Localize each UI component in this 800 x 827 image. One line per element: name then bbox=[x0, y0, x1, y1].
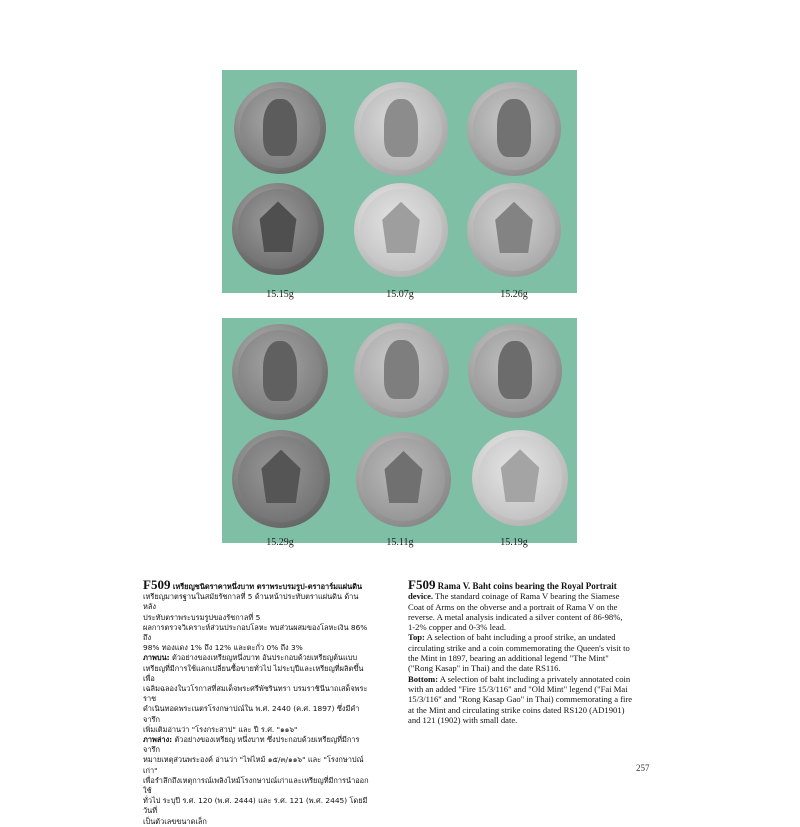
thai-line: หมายเหตุส่วนพระองค์ อ่านว่า "ไฟไหม้ ๑๕/๓/๑๑๖" และ "โรงกษาปณ์เก่า" bbox=[143, 755, 364, 775]
english-line: with an added "Fire 15/3/116" and "Old Mint" legend ("Fai Mai bbox=[408, 683, 628, 694]
coin-reverse-3 bbox=[467, 183, 561, 277]
english-line: A selection of baht including a privately annotated coin bbox=[438, 673, 631, 684]
coin-photo-panel-bottom bbox=[222, 318, 577, 543]
thai-line: เป็นตัวเลขขนาดเล็ก bbox=[143, 816, 207, 826]
coin-obverse-5 bbox=[354, 323, 449, 418]
page-number: 257 bbox=[636, 763, 650, 773]
coin-weight-caption: 15.15g bbox=[266, 289, 294, 300]
english-title: Rama V. Baht coins bearing the Royal Portrait bbox=[437, 581, 617, 591]
thai-line: เหรียญที่มีการใช้แลกเปลี่ยนซื้อขายทั่วไป ไม่ระบุปีและเหรียญที่ผลิตขึ้นเพื่อ bbox=[143, 663, 364, 683]
thai-lower-label: ภาพล่าง: bbox=[143, 735, 173, 745]
thai-description bbox=[143, 577, 369, 827]
thai-title: เหรียญชนิดราคาหนึ่งบาท ตราพระบรมรูป-ตราอาร์มแผ่นดิน bbox=[172, 582, 363, 591]
coin-reverse-6 bbox=[472, 430, 568, 526]
thai-upper-label: ภาพบน: bbox=[143, 653, 170, 663]
english-line: the Mint in 1897, bearing an additional legend "The Mint" bbox=[408, 653, 609, 664]
coin-reverse-4 bbox=[232, 430, 330, 528]
coin-obverse-1 bbox=[234, 82, 326, 174]
english-bottom-label: Bottom: bbox=[408, 673, 439, 684]
coin-reverse-1 bbox=[232, 183, 324, 275]
thai-line: ดำเนินทอดพระเนตรโรงกษาปณ์ใน พ.ศ. 2440 (ค.ศ. 1897) ซึ่งมีคำจารึก bbox=[143, 704, 360, 724]
thai-line: เพิ่มเติมอ่านว่า "โรงกระสาป" และ ปี ร.ศ. "๑๑๖" bbox=[143, 724, 298, 734]
english-line: reverse. A metal analysis indicated a silver content of 86-98%, bbox=[408, 611, 623, 622]
english-line: The standard coinage of Rama V bearing the Siamese bbox=[433, 591, 620, 602]
catalog-code: F509 bbox=[143, 577, 171, 592]
thai-line: เฉลิมฉลองในวโรกาสที่สมเด็จพระศรีพัชรินทรา บรมราชินีนาถเสด็จพระราช bbox=[143, 684, 368, 704]
english-line: Coat of Arms on the obverse and a portrait of Rama V on the bbox=[408, 601, 618, 612]
coin-weight-caption: 15.29g bbox=[266, 537, 294, 548]
english-line: ("Rong Kasap" in Thai) and the date RS116. bbox=[408, 663, 561, 674]
thai-line: เหรียญมาตรฐานในสมัยรัชกาลที่ 5 ด้านหน้าประทับตราแผ่นดิน ด้านหลัง bbox=[143, 592, 359, 612]
coin-weight-caption: 15.11g bbox=[386, 537, 414, 548]
english-title-cont: device. bbox=[408, 591, 434, 602]
coin-obverse-6 bbox=[468, 324, 562, 418]
thai-line: ประทับตราพระบรมรูปของรัชกาลที่ 5 bbox=[143, 612, 261, 622]
catalog-code: F509 bbox=[408, 577, 436, 592]
thai-line: ตัวอย่างของเหรียญ หนึ่งบาท ซึ่งประกอบด้วยเหรียญที่มีการจารึก bbox=[143, 735, 360, 755]
english-line: A selection of baht including a proof strike, an undated bbox=[424, 632, 616, 643]
english-line: circulating strike and a coin commemorating the Queen's visit to bbox=[408, 642, 630, 653]
thai-line: ทั่วไป ระบุปี ร.ศ. 120 (พ.ศ. 2444) และ ร.ศ. 121 (พ.ศ. 2445) โดยมีวันที่ bbox=[143, 796, 368, 816]
english-line: and 121 (1902) with small date. bbox=[408, 714, 518, 725]
thai-line: ตัวอย่างของเหรียญหนึ่งบาท อันประกอบด้วยเหรียญต้นแบบ bbox=[169, 653, 358, 663]
english-description bbox=[408, 577, 648, 725]
thai-line: 98% ทองแดง 1% ถึง 12% และตะกั่ว 0% ถึง 3% bbox=[143, 643, 303, 653]
thai-line: เพื่อรำลึกถึงเหตุการณ์เพลิงไหม้โรงกษาปณ์เก่าและเหรียญที่มีการนำออกใช้ bbox=[143, 775, 369, 796]
coin-weight-caption: 15.26g bbox=[500, 289, 528, 300]
coin-obverse-4 bbox=[232, 324, 328, 420]
english-heading bbox=[408, 577, 648, 592]
coin-weight-caption: 15.19g bbox=[500, 537, 528, 548]
coin-obverse-3 bbox=[467, 82, 561, 176]
thai-heading bbox=[143, 577, 369, 592]
coin-photo-panel-top bbox=[222, 70, 577, 293]
english-line: 1-2% copper and 0-3% lead. bbox=[408, 622, 507, 633]
english-line: 15/3/116" and "Rong Kasap Gao" in Thai) commemorating a fire bbox=[408, 694, 633, 705]
coin-reverse-2 bbox=[354, 183, 448, 277]
english-line: at the Mint and circulating strike coins dated RS120 (AD1901) bbox=[408, 704, 625, 715]
coin-weight-caption: 15.07g bbox=[386, 289, 414, 300]
coin-obverse-2 bbox=[354, 82, 448, 176]
english-top-label: Top: bbox=[408, 632, 425, 643]
coin-reverse-5 bbox=[356, 432, 451, 527]
thai-line: ผลการตรวจวิเคราะห์ส่วนประกอบโลหะ พบส่วนผสมของโลหะเงิน 86% ถึง bbox=[143, 622, 368, 643]
